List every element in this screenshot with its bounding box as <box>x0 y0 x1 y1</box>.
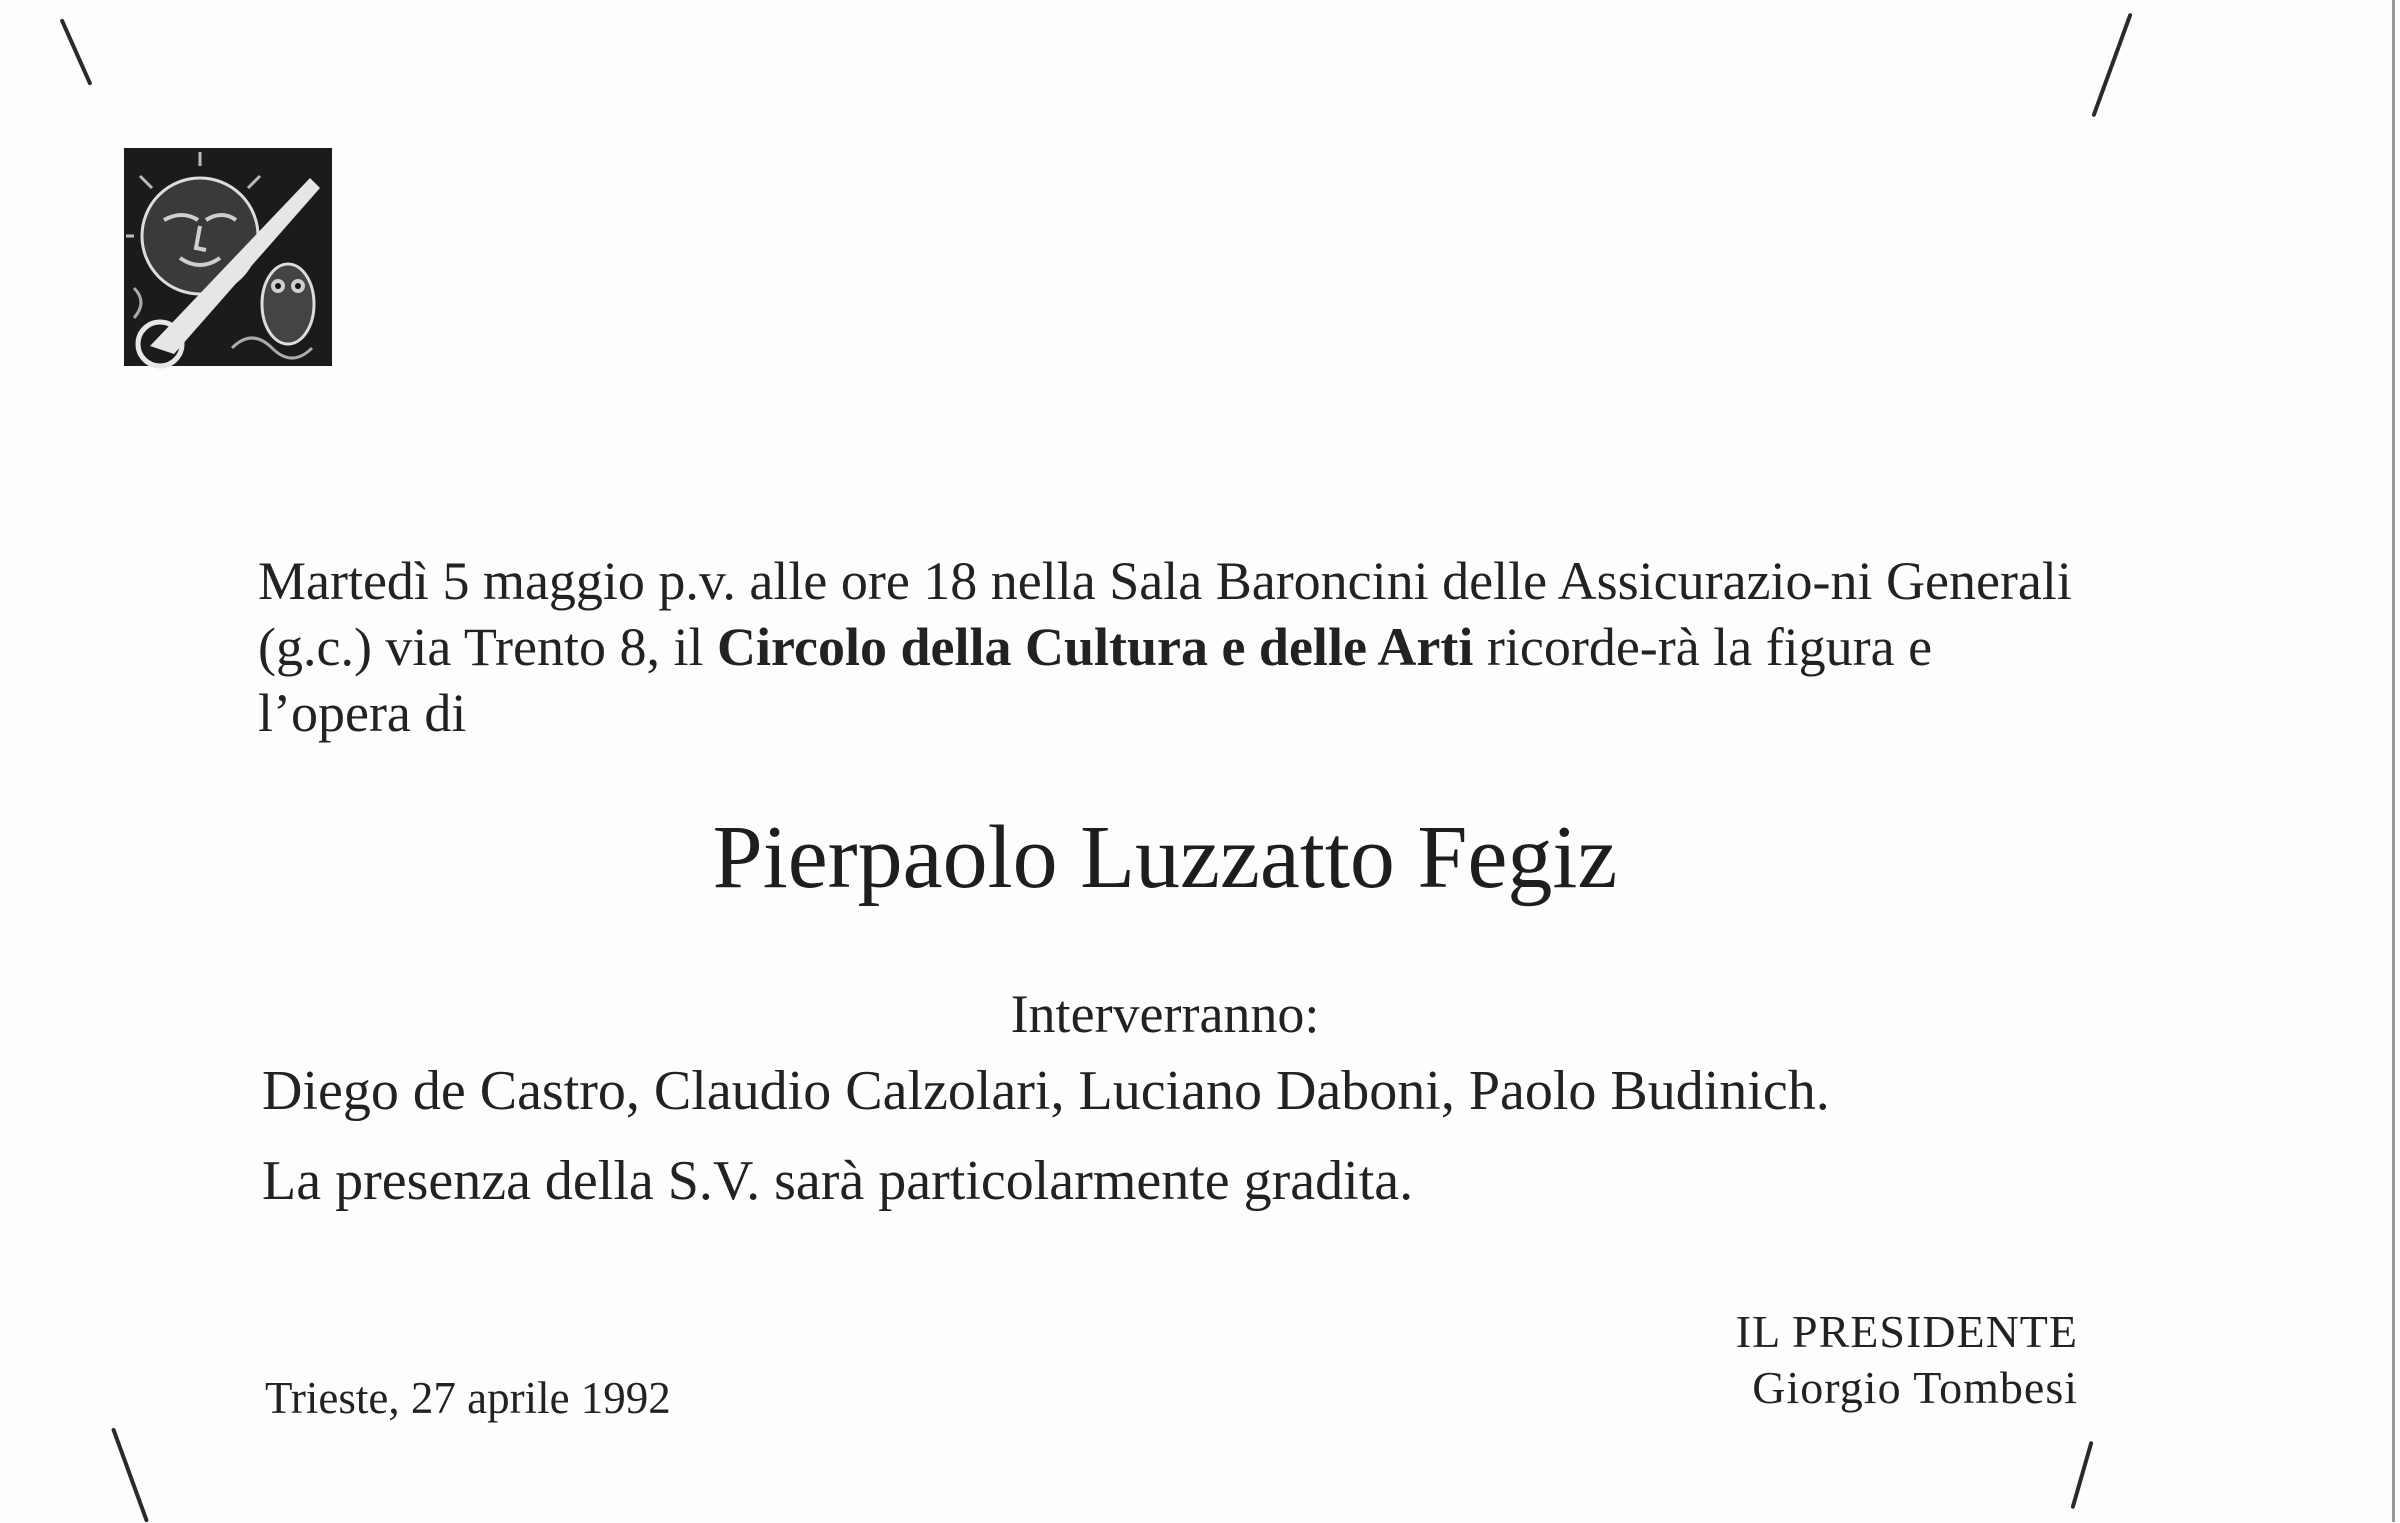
crop-mark-top-right <box>2091 13 2132 118</box>
closing-line: La presenza della S.V. sarà particolarmente gradita. <box>262 1150 1414 1212</box>
announcement-text-after: ricorde-rà la figura e l’opera di <box>258 617 1933 743</box>
place-date: Trieste, 27 aprile 1992 <box>265 1373 671 1423</box>
organization-name: Circolo della Cultura e delle Arti <box>716 617 1474 677</box>
signature-name: Giorgio Tombesi <box>1752 1362 2078 1413</box>
crop-mark-top-left <box>60 18 93 85</box>
crop-mark-bottom-right <box>2070 1441 2093 1509</box>
announcement-text-before: Martedì 5 maggio p.v. alle ore 18 nella Sala Baroncini delle Assicurazio-ni Generali (g.c.) via Trento 8, il <box>258 551 2072 677</box>
announcement-paragraph <box>258 548 2074 746</box>
speakers-label: Interverranno: <box>1010 984 1320 1044</box>
logo-emblem-icon <box>82 108 372 408</box>
signature-title: IL PRESIDENTE <box>1735 1306 2078 1357</box>
honoree-name: Pierpaolo Luzzatto Fegiz <box>712 808 1618 907</box>
speakers-list: Diego de Castro, Claudio Calzolari, Luciano Daboni, Paolo Budinich. <box>262 1060 1830 1122</box>
signature-block <box>1600 1304 2078 1416</box>
page-edge <box>2392 0 2395 1522</box>
crop-mark-bottom-left <box>111 1427 149 1522</box>
logo <box>82 108 372 408</box>
